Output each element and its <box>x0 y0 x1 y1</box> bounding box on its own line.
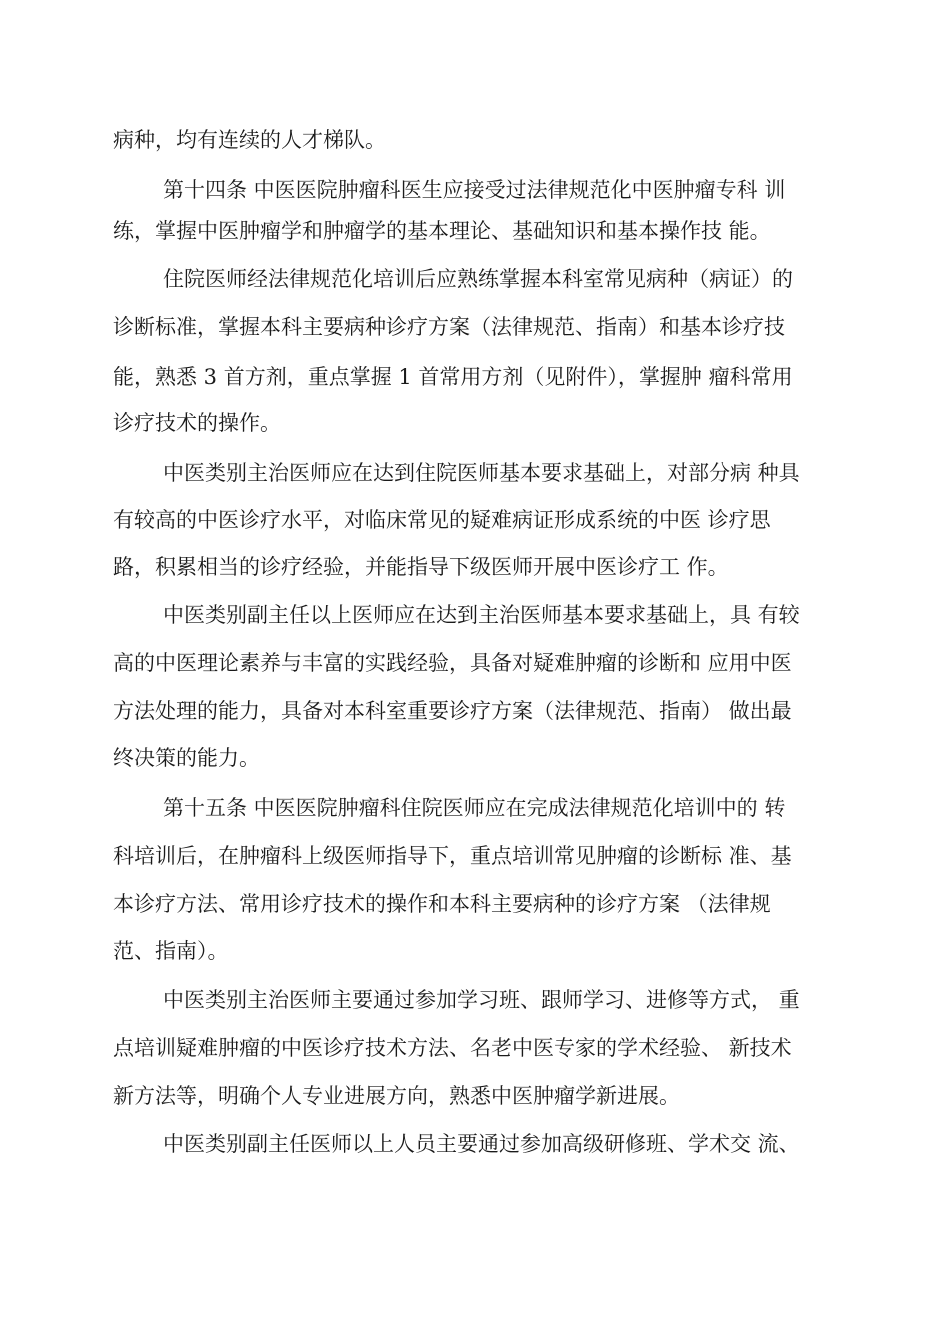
text-line: 中医类别主治医师主要通过参加学习班、跟师学习、进修等方式， 重 <box>163 988 800 1012</box>
text-line: 练，掌握中医肿瘤学和肿瘤学的基本理论、基础知识和基本操作技 能。 <box>113 219 771 243</box>
text-line: 诊断标准，掌握本科主要病种诊疗方案（法律规范、指南）和基本诊疗技 <box>113 315 785 339</box>
text-line: 诊疗技术的操作。 <box>113 411 281 435</box>
text-line: 本诊疗方法、常用诊疗技术的操作和本科主要病种的诊疗方案 （法律规 <box>113 892 771 916</box>
text-line: 路，积累相当的诊疗经验，并能指导下级医师开展中医诊疗工 作。 <box>113 555 729 579</box>
text-line: 能，熟悉 3 首方剂，重点掌握 1 首常用方剂（见附件），掌握肿 瘤科常用 <box>113 365 793 389</box>
text-line: 住院医师经法律规范化培训后应熟练掌握本科室常见病种（病证）的 <box>163 267 793 291</box>
text-line: 中医类别副主任医师以上人员主要通过参加高级研修班、学术交 流、 <box>163 1132 800 1156</box>
text-line: 有较高的中医诊疗水平，对临床常见的疑难病证形成系统的中医 诊疗思 <box>113 508 771 532</box>
text-line: 第十五条 中医医院肿瘤科住院医师应在完成法律规范化培训中的 转 <box>163 796 786 820</box>
text-line: 新方法等，明确个人专业进展方向，熟悉中医肿瘤学新进展。 <box>113 1084 680 1108</box>
text-line: 高的中医理论素养与丰富的实践经验，具备对疑难肿瘤的诊断和 应用中医 <box>113 651 792 675</box>
text-line: 病种，均有连续的人才梯队。 <box>113 128 386 152</box>
text-line: 中医类别主治医师应在达到住院医师基本要求基础上，对部分病 种具 <box>163 461 800 485</box>
text-line: 科培训后，在肿瘤科上级医师指导下，重点培训常见肿瘤的诊断标 准、基 <box>113 844 792 868</box>
text-line: 第十四条 中医医院肿瘤科医生应接受过法律规范化中医肿瘤专科 训 <box>163 178 786 202</box>
text-line: 中医类别副主任以上医师应在达到主治医师基本要求基础上，具 有较 <box>163 603 800 627</box>
text-line: 范、指南）。 <box>113 939 229 963</box>
text-line: 点培训疑难肿瘤的中医诊疗技术方法、名老中医专家的学术经验、 新技术 <box>113 1036 792 1060</box>
text-line: 终决策的能力。 <box>113 746 260 770</box>
text-line: 方法处理的能力，具备对本科室重要诊疗方案（法律规范、指南） 做出最 <box>113 699 792 723</box>
